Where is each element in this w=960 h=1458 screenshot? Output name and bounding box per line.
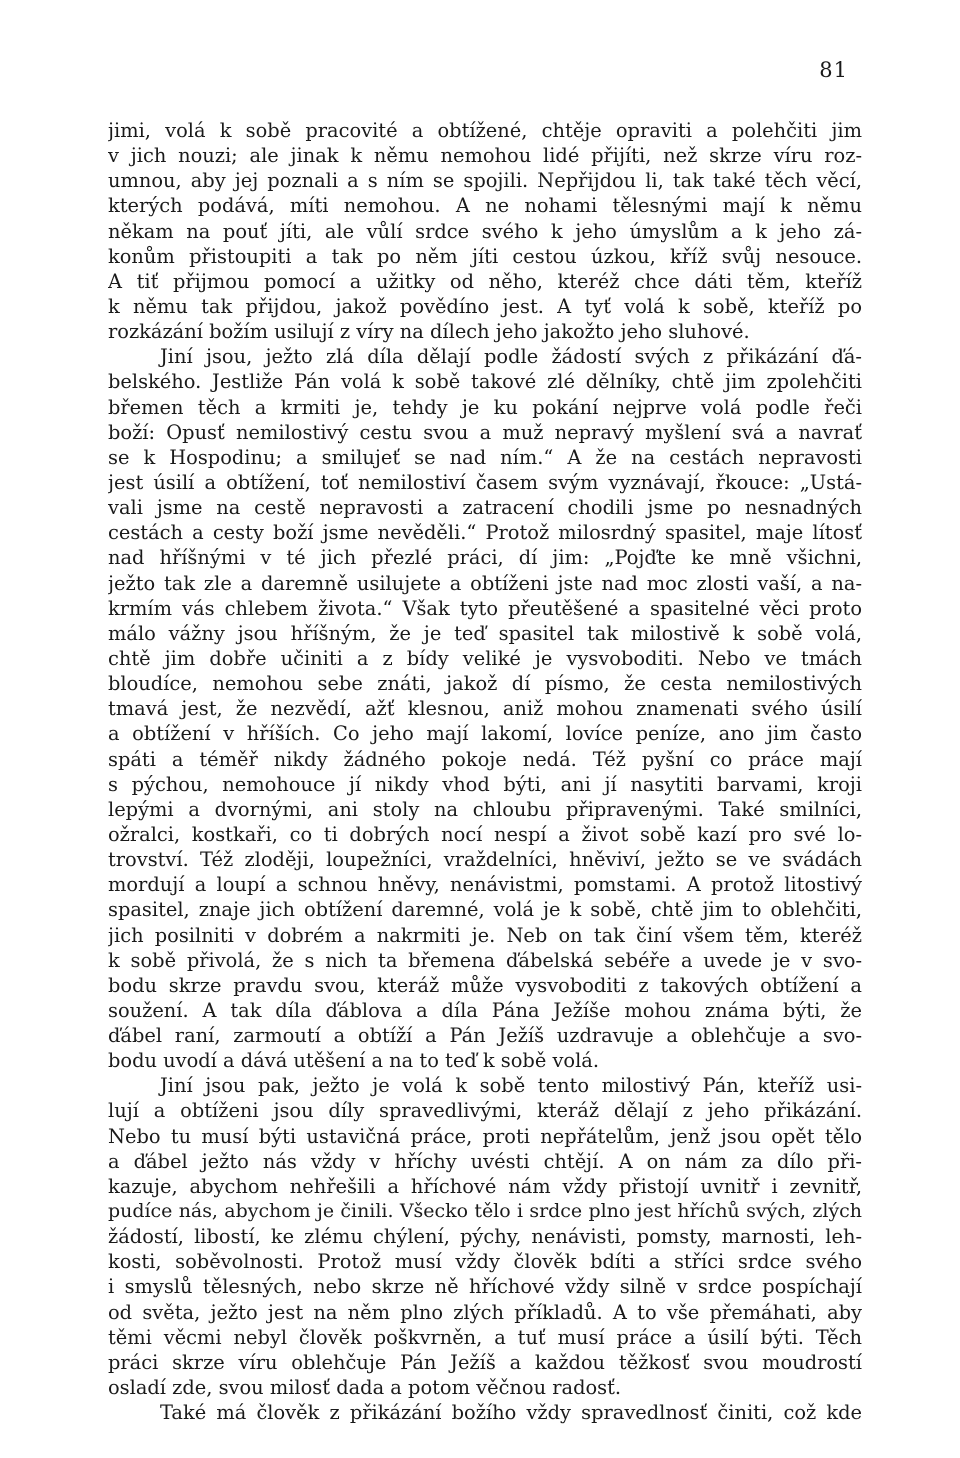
text-line: jich posilniti v dobrém a nakrmiti je. Neb on tak činí všem těm, kteréž [108,923,862,947]
text-line: s pýchou, nemohouce jí nikdy vhod býti, ani jí nasytiti barvami, kroji [108,772,862,796]
text-line: bloudíce, nemohou sebe znáti, jakož dí písmo, že cesta nemilostivých [108,672,862,696]
text-line: pudíce nás, abychom je činili. Všecko tělo i srdce plno jest hříchů svých, zlých [108,1200,862,1223]
text-line: mordují a loupí a schnou hněvy, nenávistmi, pomstami. A protož litostivý [108,873,862,897]
text-line: nad hříšnými v té jich přezlé práci, dí jim: „Pojďte ke mně všichni, [108,546,862,570]
text-line: v jich nouzi; ale jinak k němu nemohou lidé přijíti, než skrze víru roz- [108,144,862,168]
text-line: a ďábel ježto nás vždy v hříchy uvésti chtějí. A on nám za dílo při- [108,1149,862,1173]
text-line: trovství. Též zloději, loupežníci, vraždelníci, hněviví, ježto se ve svádách [108,848,862,872]
text-line: chtě jim dobře učiniti a z bídy veliké je vysvoboditi. Nebo ve tmách [108,646,862,670]
text-line: spasitel, znaje jich obtížení daremné, volá je k sobě, chtě jim to oblehčiti, [108,898,862,922]
text-line: boží: Opusť nemilostivý cestu svou a muž nepravý myšlení svá a navrať [108,420,862,444]
text-line: tmavá jest, že nezvědí, ažť klesnou, aniž mohou znamenati svého úsilí [108,697,862,721]
text-line: A tiť přijmou pomocí a užitky od něho, kteréž chce dáti těm, kteříž [108,269,862,293]
text-line: bodu uvodí a dává utěšení a na to teď k sobě volá. [108,1049,600,1073]
text-line: těmi věcmi nebyl člověk poškvrněn, a tuť musí práce a úsilí býti. Těch [108,1325,862,1349]
text-line: umnou, aby jej poznali a s ním se spojili. Nepřijdou li, tak také těch věcí, [108,169,862,193]
text-line: kosti, soběvolnosti. Protož musí vždy člověk bdíti a stříci srdce svého [108,1250,862,1274]
text-line: se k Hospodinu; a smilujeť se nad ním.“ A že na cestách nepravosti [108,445,862,469]
text-line: od světa, ježto jest na něm plno zlých příkladů. A to vše přemáhati, aby [108,1300,862,1324]
body-text [108,118,862,1425]
text-line: osladí zde, svou milosť dada a potom věčnou radosť. [108,1376,622,1400]
text-line: málo vážny jsou hříšným, že je teď spasitel tak milostivě k sobě volá, [108,621,862,645]
text-line: Jiní jsou pak, ježto je volá k sobě tento milostivý Pán, kteříž usi- [160,1074,862,1098]
text-line: Jiní jsou, ježto zlá díla dělají podle žádostí svých z přikázání ďá- [160,345,862,369]
text-line: k němu tak přijdou, jakož povědíno jest. A tyť volá k sobě, kteříž po [108,294,862,318]
text-line: lepými a dvornými, ani stoly na chloubu připravenými. Také smilníci, [108,797,862,821]
text-line: žádostí, libostí, ke zlému chýlení, pýchy, nenávisti, pomsty, marnosti, leh- [108,1225,862,1249]
text-line: někam na pouť jíti, ale vůlí srdce svého k jeho úmyslům a k jeho zá- [108,219,862,243]
text-line: jimi, volá k sobě pracovité a obtížené, chtěje opraviti a polehčiti jim [108,119,862,142]
text-line: práci skrze víru oblehčuje Pán Ježíš a každou těžkosť svou moudrostí [108,1350,862,1374]
text-line: spáti a téměř nikdy žádného pokoje nedá. Též pyšní co práce mají [108,747,862,771]
text-line: k sobě přivolá, že s nich ta břemena ďábelská sebéře a uvede je v svo- [108,948,862,972]
text-line: konům přistoupiti a tak po něm jíti cestou úzkou, kříž svůj nesouce. [108,244,862,268]
text-line: ožralci, kostkaři, co ti dobrých nocí nespí a život sobě kazí pro své lo- [108,822,862,846]
text-line: a obtížení v hříších. Co jeho mají lakomí, lovíce peníze, ano jim často [108,722,862,746]
text-line: Nebo tu musí býti ustavičná práce, proti nepřátelům, jenž jsou opět tělo [108,1124,862,1148]
text-line: bodu skrze pravdu svou, kteráž může vysvoboditi z takových obtížení a [108,973,862,997]
text-line: vali jsme na cestě nepravosti a zatracení chodili jsme po nesnadných [108,496,862,520]
text-line: lují a obtíženi jsou díly spravedlivými, kteráž dělají z jeho přikázání. [108,1099,862,1123]
text-line: břemen těch a krmiti je, tehdy je ku pokání nejprve volá podle řeči [108,395,862,419]
text-line: jest úsilí a obtížení, toť nemilostiví časem svým vyznávají, řkouce: „Ustá- [108,470,862,494]
text-line: ježto tak zle a daremně usilujete a obtíženi jste nad moc zlosti vaší, a na- [108,571,862,595]
text-line: i smyslů tělesných, nebo skrze ně hříchové vždy silně v srdce pospíchají [108,1275,862,1299]
text-line: ďábel raní, zarmoutí a obtíží a Pán Ježíš uzdravuje a oblehčuje a svo- [108,1024,862,1048]
text-line: soužení. A tak díla ďáblova a díla Pána Ježíše mohou známa býti, že [108,998,862,1022]
text-line: krmím vás chlebem života.“ Však tyto přeutěšené a spasitelné věci proto [108,596,862,620]
text-line: cestách a cesty boží jsme nevěděli.“ Protož milosrdný spasitel, maje lítosť [108,521,862,545]
text-line: kterých podává, míti nemohou. A ne nohami tělesnými mají k němu [108,194,862,218]
page-number: 81 [819,58,848,82]
text-line: belského. Jestliže Pán volá k sobě takové zlé dělníky, chtě jim zpolehčiti [108,370,862,394]
text-line: rozkázání božím usilují z víry na dílech jeho jakožto jeho sluhové. [108,320,750,344]
text-line: kazuje, abychom nehřešili a hříchové nám vždy přistojí uvnitř i zevnitř, [108,1174,862,1198]
text-line: Také má člověk z přikázání božího vždy spravedlnosť činiti, což kde [160,1401,862,1425]
